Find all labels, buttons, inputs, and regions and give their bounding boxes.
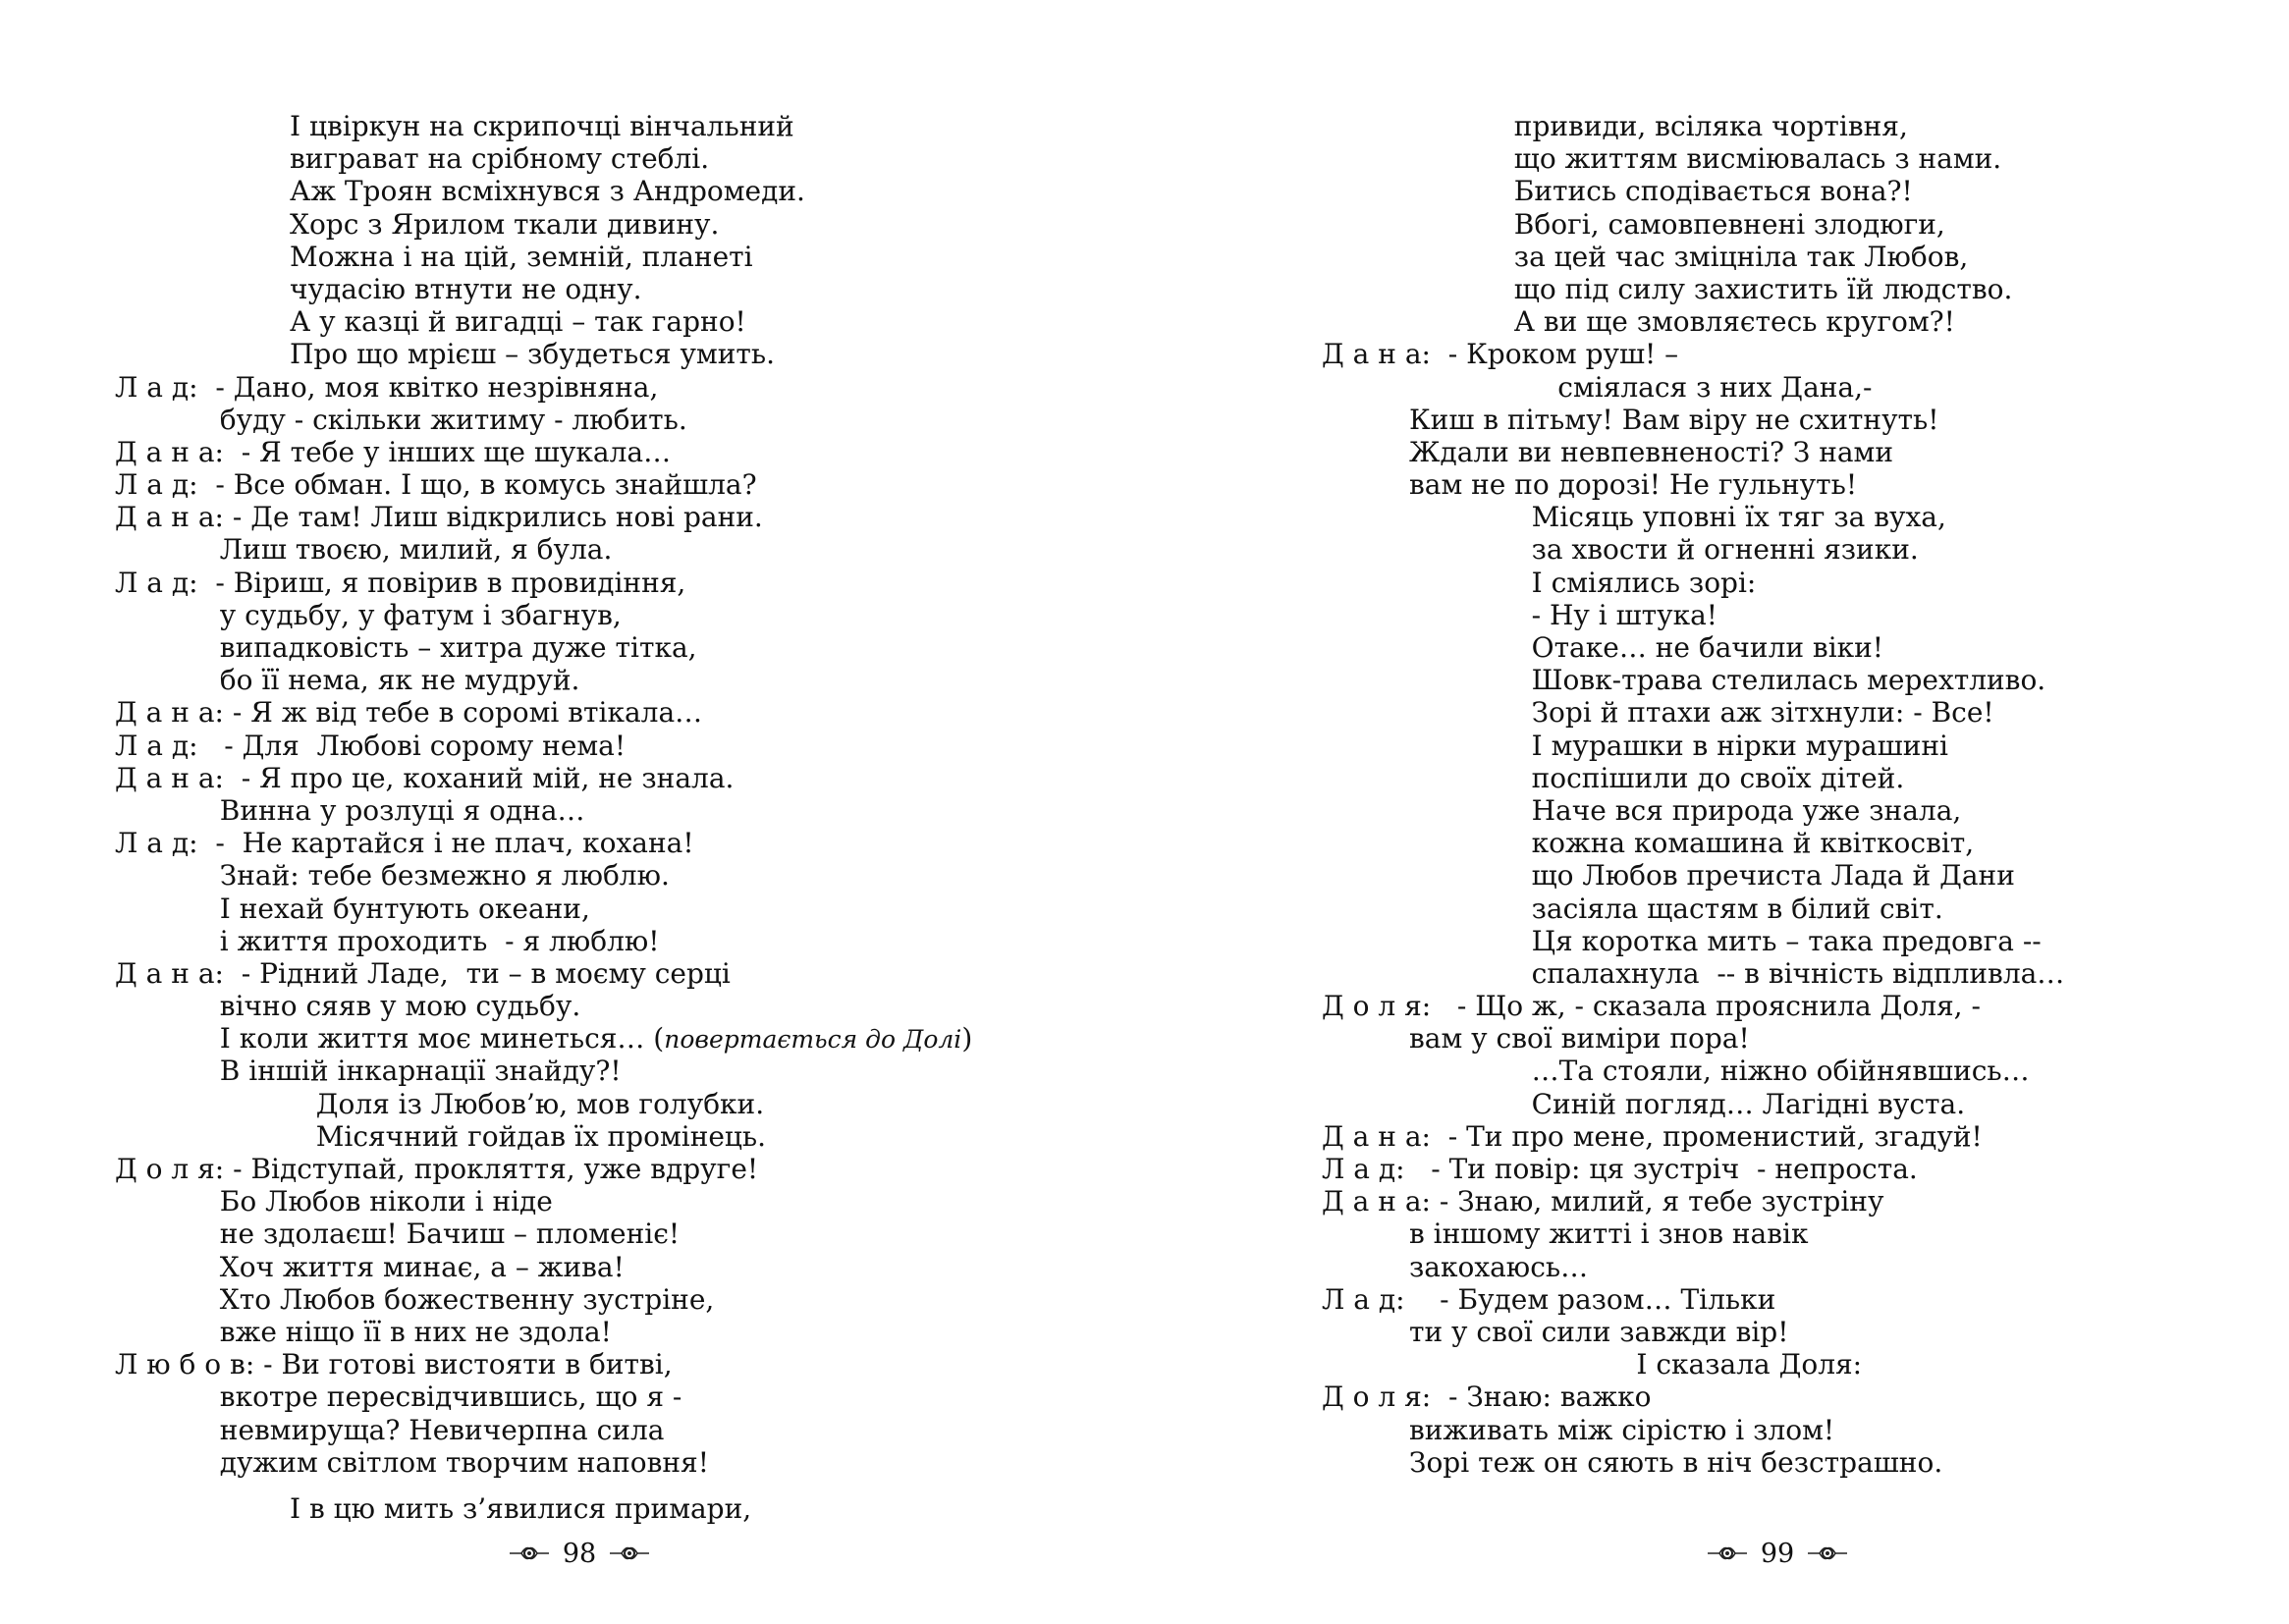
verse-line: Л ю б о в: - Ви готові вистояти в битві, (115, 1348, 673, 1381)
page-number: 98 (562, 1538, 597, 1569)
verse-line: …Та стояли, ніжно обійнявшись… (1322, 1055, 2030, 1088)
verse-line: - Ну і штука! (1322, 598, 1718, 631)
verse-line: Отаке… не бачили віки! (1322, 631, 1884, 664)
verse-line: виграват на срібному стеблі. (115, 142, 710, 176)
verse-line: Можна і на цій, земній, планеті (115, 240, 753, 273)
verse-line: Доля із Любов’ю, мов голубки. (115, 1087, 765, 1120)
verse-line: Д а н а: - Рідний Ладе, ти – в моєму серці (115, 956, 731, 990)
verse-line: вже ніщо її в них не здола! (115, 1315, 612, 1348)
verse-line: Л а д: - Не картайся і не плач, кохана! (115, 827, 694, 860)
verse-line: засіяла щастям в білий світ. (1322, 892, 1943, 925)
right-ornament-icon (1806, 1544, 1849, 1562)
verse-line: Л а д: - Для Любові сорому нема! (115, 729, 627, 762)
verse-line: Синій погляд… Лагідні вуста. (1322, 1087, 1966, 1120)
verse-line: Хоч життя минає, а – жива! (115, 1250, 625, 1283)
verse-line: Зорі й птахи аж зітхнули: - Все! (1322, 696, 1994, 730)
left-page-text (115, 110, 1097, 1525)
verse-line: Д о л я: - Що ж, - сказала прояснила Доля, - (1322, 990, 1981, 1023)
verse-line: випадковість – хитра дуже тітка, (115, 631, 697, 664)
verse-line: поспішили до своїх дітей. (1322, 761, 1905, 794)
verse-line: Наче вся природа уже знала, (1322, 793, 1962, 827)
verse-line: в іншому житті і знов навік (1322, 1218, 1809, 1251)
verse-line: Д а н а: - Я ж від тебе в соромі втікала… (115, 696, 703, 730)
verse-line: Лиш твоєю, милий, я була. (115, 533, 613, 567)
verse-line: Знай: тебе безмежно я люблю. (115, 859, 670, 893)
verse-line: І цвіркун на скрипочці вінчальний (115, 110, 794, 142)
left-page (0, 0, 1144, 1624)
verse-line: Місячний гойдав їх промінець. (115, 1119, 767, 1153)
page-number: 99 (1760, 1538, 1795, 1569)
verse-line: Вбогі, самовпевнені злодюги, (1322, 207, 1945, 241)
verse-line: Л а д: - Дано, моя квітко незрівняна, (115, 370, 659, 404)
verse-line: Л а д: - Ти повір: ця зустріч - непроста. (1322, 1153, 1918, 1185)
verse-line: В іншій інкарнації знайду?! (115, 1055, 622, 1088)
left-page-folio (471, 1534, 687, 1573)
verse-line: закохаюсь… (1322, 1250, 1589, 1283)
verse-line: Киш в пітьму! Вам віру не схитнуть! (1322, 403, 1939, 436)
right-page (1145, 0, 2289, 1624)
right-page-folio (1669, 1534, 1885, 1573)
stage-direction: повертається до Долі (664, 1025, 962, 1055)
verse-line: вічно сяяв у мою судьбу. (115, 990, 581, 1023)
verse-line: Хто Любов божественну зустріне, (115, 1282, 715, 1316)
verse-line: Д а н а: - Кроком руш! – (1322, 338, 1679, 371)
right-ornament-icon (608, 1544, 651, 1562)
verse-line: Місяць уповні їх тяг за вуха, (1322, 501, 1946, 534)
verse-line: Л а д: - Все обман. І що, в комусь знайшла? (115, 468, 757, 502)
verse-line: дужим світлом творчим наповня! (115, 1445, 709, 1479)
verse-line: Про що мрієш – збудеться умить. (115, 338, 776, 371)
verse-line: І сказала Доля: (1322, 1348, 1863, 1381)
verse-line: Д а н а: - Знаю, милий, я тебе зустріну (1322, 1185, 1884, 1218)
verse-line: виживать між сірістю і злом! (1322, 1413, 1835, 1446)
verse-line: І коли життя моє минеться… (повертається до Долі) (115, 1022, 973, 1056)
verse-line: Д а н а: - Я про це, коханий мій, не знала. (115, 761, 735, 794)
verse-line: Аж Троян всміхнувся з Андромеди. (115, 175, 805, 208)
verse-line: І мурашки в нірки мурашині (1322, 729, 1948, 762)
verse-line: вам не по дорозі! Не гульнуть! (1322, 468, 1858, 502)
verse-line: І нехай бунтують океани, (115, 892, 590, 925)
verse-line: Д о л я: - Відступай, прокляття, уже вдруге! (115, 1153, 759, 1185)
verse-line: у судьбу, у фатум і збагнув, (115, 598, 622, 631)
verse-line: Д а н а: - Ти про мене, променистий, згадуй! (1322, 1119, 1983, 1153)
verse-line: Д а н а: - Я тебе у інших ще шукала… (115, 435, 672, 468)
verse-line: Д а н а: - Де там! Лиш відкрились нові рани. (115, 501, 763, 534)
verse-line: Д о л я: - Знаю: важко (1322, 1380, 1652, 1414)
verse-line: невмируща? Невичерпна сила (115, 1413, 665, 1446)
verse-line: А ви ще змовляєтесь кругом?! (1322, 305, 1955, 339)
verse-line: Ждали ви невпевненості? З нами (1322, 435, 1893, 468)
verse-line: І в цю мить з’явилися примари, (115, 1491, 752, 1525)
verse-line: спалахнула -- в вічність відпливла… (1322, 956, 2065, 990)
verse-line: сміялася з них Дана,- (1322, 370, 1873, 404)
verse-line: Л а д: - Віриш, я повірив в провидіння, (115, 566, 686, 599)
verse-line: чудасію втнути не одну. (115, 272, 642, 305)
right-page-text (1322, 110, 2245, 1479)
verse-line: Хорс з Ярилом ткали дивину. (115, 207, 720, 241)
verse-line: що Любов пречиста Лада й Дани (1322, 859, 2015, 893)
verse-line: Л а д: - Будем разом… Тільки (1322, 1282, 1776, 1316)
verse-line: що під силу захистить їй людство. (1322, 272, 2013, 305)
verse-line: привиди, всіляка чортівня, (1322, 110, 1908, 142)
verse-line: Битись сподівається вона?! (1322, 175, 1913, 208)
left-ornament-icon (1706, 1544, 1749, 1562)
verse-line: І сміялись зорі: (1322, 566, 1757, 599)
verse-line: що життям висміювалась з нами. (1322, 142, 2002, 176)
verse-line: кожна комашина й квіткосвіт, (1322, 827, 1975, 860)
verse-line: буду - скільки житиму - любить. (115, 403, 687, 436)
verse-line: ти у свої сили завжди вір! (1322, 1315, 1789, 1348)
verse-line: Винна у розлуці я одна… (115, 793, 585, 827)
verse-line: Шовк-трава стелилась мерехтливо. (1322, 664, 2046, 697)
verse-line: вам у свої виміри пора! (1322, 1022, 1750, 1056)
verse-line: за цей час зміцніла так Любов, (1322, 240, 1969, 273)
verse-line: і життя проходить - я люблю! (115, 924, 660, 957)
verse-line: А у казці й вигадці – так гарно! (115, 305, 746, 339)
verse-line: Бо Любов ніколи і ніде (115, 1185, 553, 1218)
verse-line: Ця коротка мить – така предовга -- (1322, 924, 2042, 957)
verse-line: за хвости й огненні язики. (1322, 533, 1919, 567)
verse-line: не здолаєш! Бачиш – пломеніє! (115, 1218, 681, 1251)
left-ornament-icon (508, 1544, 551, 1562)
verse-line: бо її нема, як не мудруй. (115, 664, 580, 697)
verse-line: вкотре пересвідчившись, що я - (115, 1380, 682, 1414)
verse-line: Зорі теж он сяють в ніч безстрашно. (1322, 1445, 1943, 1479)
